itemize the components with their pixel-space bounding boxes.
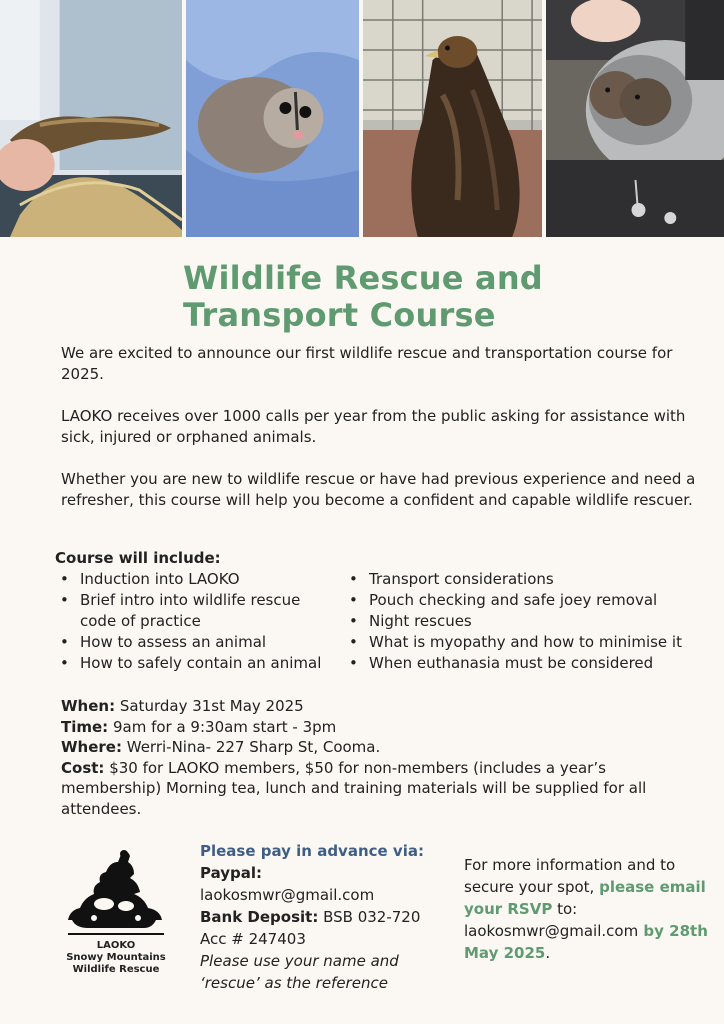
paypal-label: Paypal: [200,864,263,882]
list-item: • Brief intro into wildlife rescue code of practice [54,590,334,632]
intro-paragraph-2: LAOKO receives over 1000 calls per year from the public asking for assistance with sick, injured or orphaned animals. [61,407,686,446]
photo-strip [0,0,724,237]
eagle-photo [363,0,542,237]
where-row [61,737,671,758]
rsvp-deadline: by 28th May 2025 [464,922,708,962]
list-item: • Pouch checking and safe joey removal [343,590,713,611]
intro-paragraph-3: Whether you are new to wildlife rescue or have had previous experience and need a refresher, this course will help you become a confident and capable wildlife rescuer. [61,470,696,509]
account-number: Acc # 247403 [200,930,306,948]
payment-section [200,840,450,994]
info-intro: For more information and to secure your spot, [464,856,676,896]
course-heading: Course will include: [55,549,221,567]
where-value: Werri-Nina- 227 Sharp St, Cooma. [121,738,381,756]
rsvp-to: to: [552,900,578,918]
rsvp-section [464,854,714,964]
lizard-photo [0,0,182,237]
list-item: • What is myopathy and how to minimise it [343,632,713,653]
title-line-2: Transport Course [183,296,496,334]
payment-heading: Please pay in advance via: [200,842,424,860]
list-item: • Induction into LAOKO [54,569,334,590]
list-item: • How to safely contain an animal [54,653,334,674]
cost-value: $30 for LAOKO members, $50 for non-members (includes a year’s membership) Morning tea, lunch and training materials will be supplied for all attendees. [61,758,647,818]
cost-row [61,758,671,820]
event-details [61,696,671,819]
rsvp-end: . [545,944,551,962]
bank-label: Bank Deposit: [200,908,319,926]
wombat-photo [546,0,724,237]
glider-photo [186,0,359,237]
animal-silhouette-icon [64,848,168,938]
laoko-logo [64,848,168,976]
when-value: Saturday 31st May 2025 [115,697,304,715]
list-item: • Transport considerations [343,569,713,590]
payment-reference: Please use your name and ‘rescue’ as the reference [200,952,399,992]
bsb-value: BSB 032-720 [318,908,421,926]
title-line-1: Wildlife Rescue and [183,259,543,297]
time-row [61,717,671,738]
rsvp-text: please email your RSVP [464,878,706,918]
time-label: Time: [61,717,109,736]
intro-text [61,343,701,532]
when-row [61,696,671,717]
list-item: • When euthanasia must be considered [343,653,713,674]
logo-name: LAOKO [96,940,136,951]
paypal-email: laokosmwr@gmail.com [200,886,375,904]
when-label: When: [61,697,116,715]
cost-label: Cost: [61,758,105,777]
where-label: Where: [61,738,122,756]
page-title [183,260,543,334]
logo-line-2: Snowy Mountains [66,952,166,963]
logo-line-3: Wildlife Rescue [72,964,160,975]
course-list-right [343,569,713,674]
list-item: • How to assess an animal [54,632,334,653]
rsvp-email: laokosmwr@gmail.com [464,922,639,940]
list-item: • Night rescues [343,611,713,632]
intro-paragraph-1: We are excited to announce our first wildlife rescue and transportation course for 2025. [61,344,673,383]
time-value: 9am for a 9:30am start - 3pm [108,717,337,736]
course-list-left [54,569,334,674]
